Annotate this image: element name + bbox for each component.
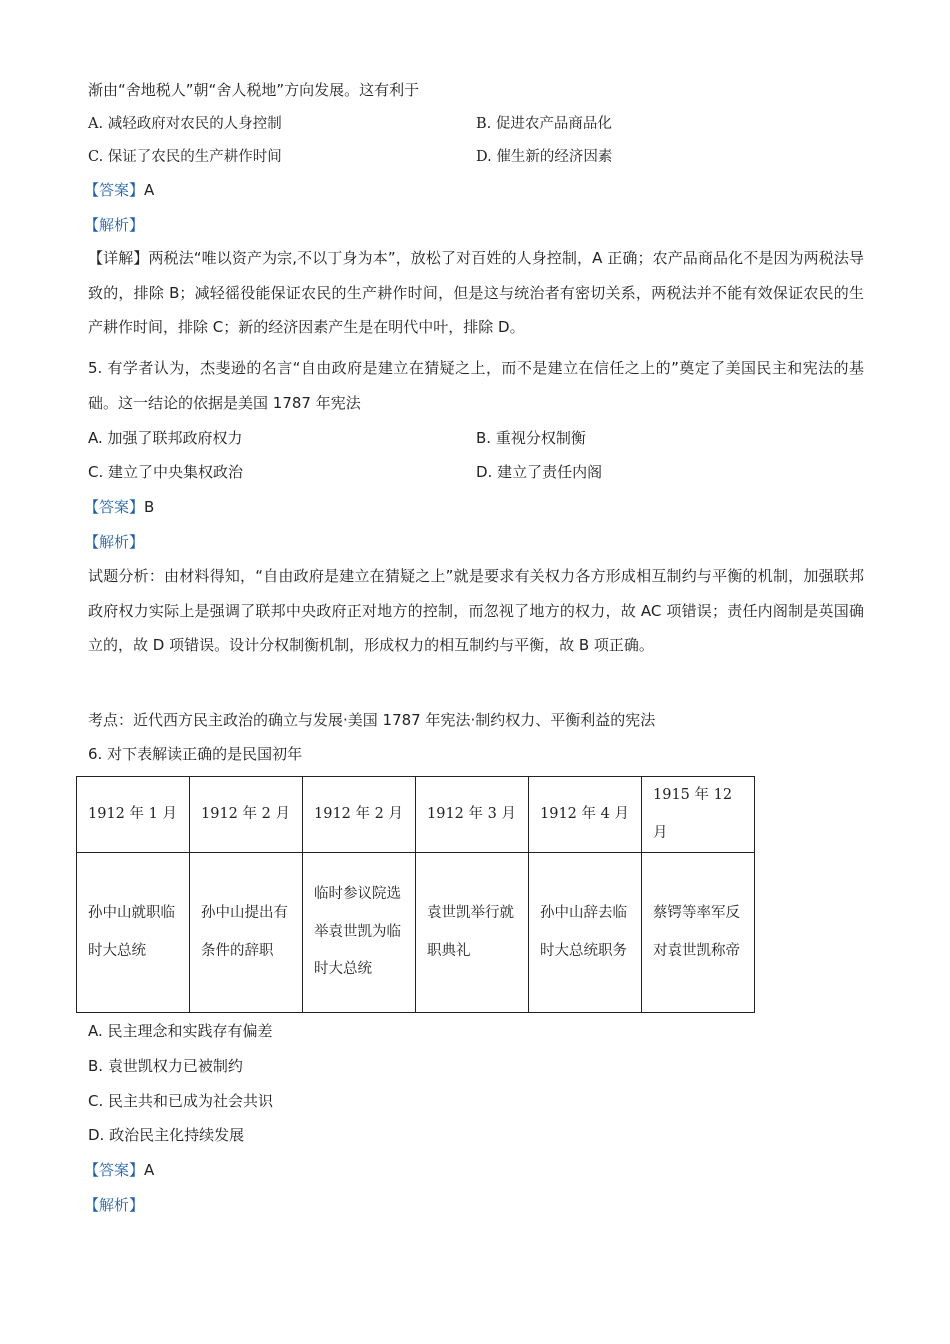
table-header-cell: 1912 年 2 月 (190, 777, 303, 853)
q6-option-c: C. 民主共和已成为社会共识 (88, 1092, 274, 1110)
q4-option-b: B. 促进农产品商品化 (476, 116, 612, 132)
q5-analysis-tag: 【解析】 (84, 533, 145, 551)
table-row (77, 853, 755, 1013)
q5-answer-value: B (144, 498, 155, 516)
q6-stem: 6. 对下表解读正确的是民国初年 (88, 745, 303, 763)
q4-detail-text: 两税法“唯以资产为宗,不以丁身为本”，放松了对百姓的人身控制，A 正确；农产品商品化不是因为两税法导致的，排除 B；减轻徭役能保证农民的生产耕作时间，但是这与统治者有密切关系，两税法并不能有效保证农民的生产耕作时间，排除 C；新的经济因素产生是在明代中叶，排除 D。 (88, 249, 864, 336)
q5-stem: 5. 有学者认为，杰斐逊的名言“自由政府是建立在猜疑之上，而不是建立在信任之上的”奠定了美国民主和宪法的基础。这一结论的依据是美国 1787 年宪法 (88, 359, 864, 412)
table-cell: 孙中山提出有条件的辞职 (190, 853, 303, 1013)
q6-option-b: B. 袁世凯权力已被制约 (88, 1057, 243, 1075)
table-cell: 蔡锷等率军反对袁世凯称帝 (642, 853, 755, 1013)
table-cell: 孙中山辞去临时大总统职务 (529, 853, 642, 1013)
table-header-cell: 1912 年 3 月 (416, 777, 529, 853)
table-header-row (77, 777, 755, 853)
q6-analysis-tag: 【解析】 (84, 1196, 145, 1214)
detail-tag: 【详解】 (88, 249, 149, 267)
table-cell: 袁世凯举行就职典礼 (416, 853, 529, 1013)
q5-kaodian: 考点：近代西方民主政治的确立与发展·美国 1787 年宪法·制约权力、平衡利益的宪法 (88, 711, 656, 729)
q5-option-b: B. 重视分权制衡 (476, 429, 586, 447)
table-header-cell: 1915 年 12 月 (642, 777, 755, 853)
q5-analysis: 试题分析：由材料得知，“自由政府是建立在猜疑之上”就是要求有关权力各方形成相互制约与平衡的机制，加强联邦政府权力实际上是强调了联邦中央政府正对地方的控制，而忽视了地方的权力，故 AC 项错误；责任内阁制是英国确立的，故 D 项错误。设计分权制衡机制，形成权力的相互制约与平衡，故 B 项正确。 (88, 567, 864, 654)
q4-stem-tail: 渐由“舍地税人”朝“舍人税地”方向发展。这有利于 (88, 81, 420, 99)
q4-option-c: C. 保证了农民的生产耕作时间 (88, 149, 282, 165)
table-cell: 临时参议院选举袁世凯为临时大总统 (303, 853, 416, 1013)
q6-option-d: D. 政治民主化持续发展 (88, 1126, 245, 1144)
q5-option-a: A. 加强了联邦政府权力 (88, 429, 243, 447)
q6-events-table (76, 776, 755, 1013)
q4-answer (84, 180, 154, 200)
q5-option-d: D. 建立了责任内阁 (476, 463, 603, 481)
table-cell: 孙中山就职临时大总统 (77, 853, 190, 1013)
table-header-cell: 1912 年 4 月 (529, 777, 642, 853)
table-header-cell: 1912 年 1 月 (77, 777, 190, 853)
q6-option-a: A. 民主理念和实践存有偏差 (88, 1022, 273, 1040)
q5-answer (84, 497, 154, 517)
q4-option-a: A. 减轻政府对农民的人身控制 (88, 116, 282, 132)
answer-tag: 【答案】 (84, 1161, 145, 1179)
q6-answer (84, 1160, 154, 1180)
answer-tag: 【答案】 (84, 181, 145, 199)
q4-detail (88, 241, 864, 345)
q4-analysis-tag: 【解析】 (84, 216, 145, 234)
answer-tag: 【答案】 (84, 498, 145, 516)
q5-option-c: C. 建立了中央集权政治 (88, 463, 244, 481)
table-header-cell: 1912 年 2 月 (303, 777, 416, 853)
q6-answer-value: A (144, 1161, 155, 1179)
q4-answer-value: A (144, 181, 155, 199)
q4-option-d: D. 催生新的经济因素 (476, 149, 613, 165)
